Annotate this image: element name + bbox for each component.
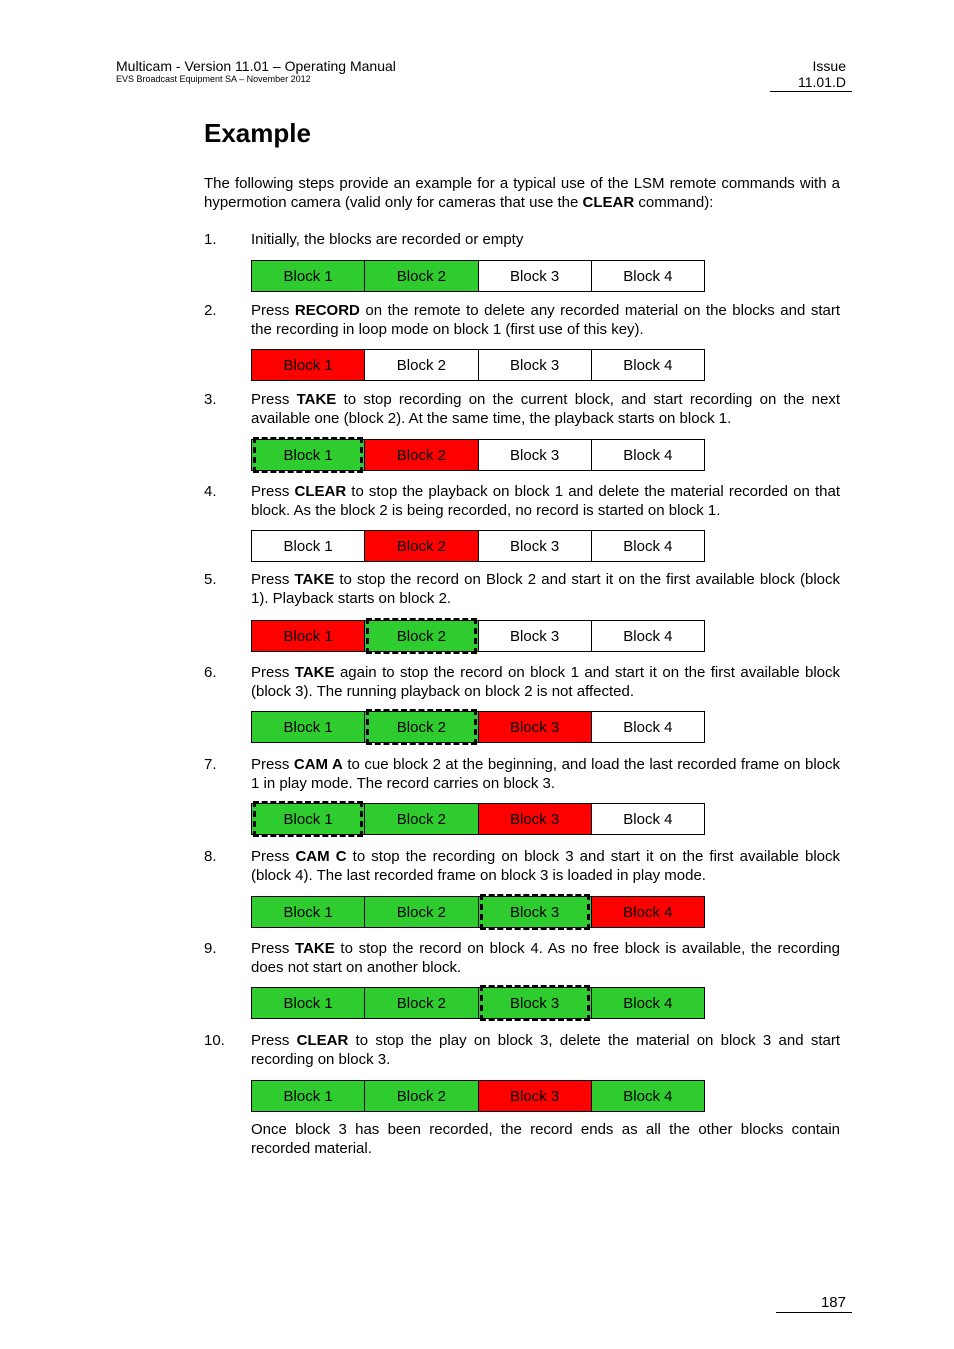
step-item (204, 756, 840, 793)
block-cell-4: Block 4 (592, 1081, 704, 1111)
closing-paragraph: Once block 3 has been recorded, the record ends as all the other blocks contain recorded material. (251, 1121, 840, 1157)
step-command: TAKE (294, 571, 335, 588)
block-cell-1: Block 1 (252, 712, 365, 742)
step-text-post: to stop the record on Block 2 and start it on the first available block (block 1). Playback starts on block 2. (251, 571, 840, 607)
step-text-post: to stop the play on block 3, delete the material on block 3 and start recording on block 3. (251, 1032, 840, 1068)
publisher-line: EVS Broadcast Equipment SA – November 2012 (116, 74, 311, 84)
step-text-pre: Press (251, 302, 295, 319)
issue-label: Issue (812, 58, 846, 74)
block-cell-2: Block 2 (365, 988, 478, 1018)
block-cell-2: Block 2 (365, 621, 478, 651)
step-command: CAM A (293, 756, 343, 773)
block-cell-2: Block 2 (365, 1081, 478, 1111)
step-text (251, 302, 840, 339)
step-text-pre: Press (251, 940, 296, 957)
block-row (251, 896, 705, 928)
block-cell-4: Block 4 (592, 261, 704, 291)
block-cell-3: Block 3 (479, 350, 592, 380)
running-header (116, 58, 396, 85)
step-text (251, 231, 840, 250)
block-cell-3: Block 3 (479, 897, 592, 927)
step-item (204, 940, 840, 977)
page-number-text: 187 (820, 1294, 846, 1311)
step-text-post: again to stop the record on block 1 and start it on the first available block (block 3). The running playback on block 2 is not affected. (251, 664, 841, 700)
step-text-post: to stop recording on the current block, and start recording on the next available one (block 2). At the same time, the playback starts on block 1. (251, 391, 840, 427)
block-cell-4: Block 4 (592, 897, 704, 927)
block-row (251, 803, 705, 835)
step-number: 10. (204, 1032, 225, 1049)
step-text-post: to cue block 2 at the beginning, and load the last recorded frame on block 1 in play mode. The record carries on block 3. (251, 756, 840, 792)
section-heading: Example (204, 118, 311, 148)
step-text-post: to stop the record on block 4. As no free block is available, the recording does not start on another block. (251, 940, 840, 976)
intro-bold: CLEAR (582, 193, 635, 211)
block-cell-1: Block 1 (252, 621, 365, 651)
block-cell-2: Block 2 (365, 350, 478, 380)
block-cell-3: Block 3 (479, 988, 592, 1018)
block-cell-1: Block 1 (252, 440, 365, 470)
step-command: CLEAR (294, 483, 347, 500)
step-text (251, 391, 840, 428)
block-cell-3: Block 3 (479, 440, 592, 470)
step-number: 2. (204, 302, 217, 319)
step-text (251, 848, 840, 885)
block-cell-3: Block 3 (479, 1081, 592, 1111)
step-command: TAKE (296, 391, 337, 408)
block-row (251, 439, 705, 471)
step-text-post: on the remote to delete any recorded material on the blocks and start the recording in loop mode on block 1 (first use of this key). (251, 302, 840, 338)
step-command: CAM C (295, 848, 347, 865)
intro-text-before: The following steps provide an example for a typical use of the LSM remote commands with a hypermotion camera (valid only for cameras that use the (204, 175, 840, 211)
block-cell-4: Block 4 (592, 804, 704, 834)
block-cell-2: Block 2 (365, 804, 478, 834)
step-item (204, 571, 840, 608)
block-cell-3: Block 3 (479, 531, 592, 561)
step-number: 9. (204, 940, 217, 957)
block-cell-4: Block 4 (592, 988, 704, 1018)
block-cell-1: Block 1 (252, 897, 365, 927)
block-cell-2: Block 2 (365, 897, 478, 927)
step-text-pre: Press (251, 848, 296, 865)
block-cell-1: Block 1 (252, 804, 365, 834)
step-number: 7. (204, 756, 217, 773)
block-cell-2: Block 2 (365, 531, 478, 561)
step-number: 3. (204, 391, 217, 408)
step-command: TAKE (295, 940, 335, 957)
block-cell-3: Block 3 (479, 712, 592, 742)
page-number (776, 1294, 852, 1313)
issue-value: 11.01.D (798, 74, 846, 90)
block-cell-4: Block 4 (592, 712, 704, 742)
step-text-pre: Press (251, 664, 295, 681)
step-text-pre: Press (251, 483, 295, 500)
manual-title: Multicam - Version 11.01 – Operating Manual (116, 58, 396, 74)
step-text-pre: Press (251, 391, 297, 408)
step-number: 5. (204, 571, 217, 588)
step-text (251, 571, 840, 608)
block-cell-4: Block 4 (592, 350, 704, 380)
block-row (251, 260, 705, 292)
step-text (251, 1032, 840, 1069)
block-cell-1: Block 1 (252, 261, 365, 291)
block-cell-3: Block 3 (479, 261, 592, 291)
step-text (251, 483, 840, 520)
block-row (251, 530, 705, 562)
step-number: 4. (204, 483, 217, 500)
step-item (204, 391, 840, 428)
step-text (251, 940, 840, 977)
block-cell-4: Block 4 (592, 531, 704, 561)
block-cell-3: Block 3 (479, 621, 592, 651)
block-row (251, 349, 705, 381)
block-cell-4: Block 4 (592, 621, 704, 651)
step-number: 1. (204, 231, 217, 248)
intro-paragraph (204, 175, 840, 212)
block-row (251, 987, 705, 1019)
issue-box (770, 58, 852, 92)
block-row (251, 620, 705, 652)
block-cell-2: Block 2 (365, 712, 478, 742)
block-cell-2: Block 2 (365, 440, 478, 470)
step-item (204, 302, 840, 339)
step-command: TAKE (294, 664, 335, 681)
block-cell-1: Block 1 (252, 988, 365, 1018)
step-text-post: to stop the playback on block 1 and delete the material recorded on that block. As the block 2 is being recorded, no record is started on block 1. (251, 483, 840, 519)
step-text (251, 756, 840, 793)
block-row (251, 711, 705, 743)
step-text (251, 664, 840, 701)
step-item (204, 848, 840, 885)
step-text-post: to stop the recording on block 3 and start it on the first available block (block 4). The last recorded frame on block 3 is loaded in play mode. (251, 848, 840, 884)
block-row (251, 1080, 705, 1112)
step-item (204, 231, 840, 250)
block-cell-2: Block 2 (365, 261, 478, 291)
step-item (204, 664, 840, 701)
block-cell-3: Block 3 (479, 804, 592, 834)
block-cell-4: Block 4 (592, 440, 704, 470)
step-text-pre: Press (251, 756, 294, 773)
step-command: CLEAR (296, 1032, 349, 1049)
block-cell-1: Block 1 (252, 1081, 365, 1111)
step-text-pre: Press (251, 571, 295, 588)
step-text-pre: Press (251, 1032, 297, 1049)
step-item (204, 1032, 840, 1069)
step-command: RECORD (294, 302, 360, 319)
step-number: 6. (204, 664, 217, 681)
step-item (204, 483, 840, 520)
block-cell-1: Block 1 (252, 350, 365, 380)
step-text-pre: Initially, the blocks are recorded or empty (251, 231, 524, 248)
step-number: 8. (204, 848, 217, 865)
intro-text-after: command): (634, 193, 714, 211)
block-cell-1: Block 1 (252, 531, 365, 561)
